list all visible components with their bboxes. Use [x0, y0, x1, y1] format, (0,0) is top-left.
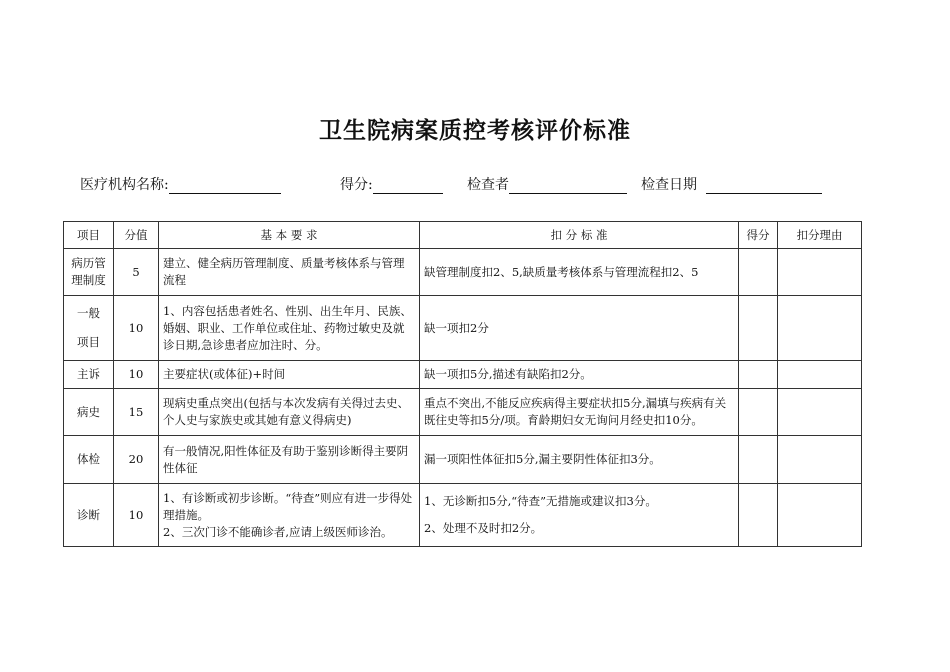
col-header-requirement: 基 本 要 求 — [159, 222, 420, 249]
row-deduction — [420, 484, 739, 547]
row-requirement: 主要症状(或体征)+时间 — [159, 361, 420, 389]
row-deduction: 重点不突出,不能反应疾病得主要症状扣5分,漏填与疾病有关既往史等扣5分/项。育龄期妇女无询问月经史扣10分。 — [420, 389, 739, 436]
table-row — [64, 296, 862, 361]
row-item: 诊断 — [64, 484, 114, 547]
row-item-line2: 项目 — [77, 335, 100, 349]
row-requirement — [159, 484, 420, 547]
row-score: 20 — [114, 436, 159, 484]
institution-label: 医疗机构名称: — [80, 177, 169, 193]
table-row — [64, 389, 862, 436]
row-score: 10 — [114, 484, 159, 547]
inspector-label: 检查者 — [467, 177, 509, 193]
score-field — [340, 174, 443, 194]
row-deduction-item-2: 2、处理不及时扣2分。 — [424, 521, 543, 535]
row-reason-cell[interactable] — [778, 484, 862, 547]
row-requirement: 建立、健全病历管理制度、质量考核体系与管理流程 — [159, 249, 420, 296]
score-blank[interactable] — [373, 178, 443, 194]
institution-blank[interactable] — [169, 178, 281, 194]
row-item: 体检 — [64, 436, 114, 484]
table-row — [64, 249, 862, 296]
col-header-obtained: 得分 — [739, 222, 778, 249]
row-reason-cell[interactable] — [778, 296, 862, 361]
row-reason-cell[interactable] — [778, 249, 862, 296]
col-header-reason: 扣分理由 — [778, 222, 862, 249]
row-item-line1: 一般 — [77, 306, 100, 320]
row-obtained-cell[interactable] — [739, 389, 778, 436]
row-score: 10 — [114, 361, 159, 389]
row-score: 5 — [114, 249, 159, 296]
col-header-score-value: 分值 — [114, 222, 159, 249]
row-reason-cell[interactable] — [778, 361, 862, 389]
row-obtained-cell[interactable] — [739, 296, 778, 361]
date-field — [641, 174, 822, 194]
row-deduction: 缺管理制度扣2、5,缺质量考核体系与管理流程扣2、5 — [420, 249, 739, 296]
row-reason-cell[interactable] — [778, 389, 862, 436]
row-deduction-item-1: 1、无诊断扣5分,“待查”无措施或建议扣3分。 — [424, 494, 657, 508]
col-header-deduction: 扣 分 标 准 — [420, 222, 739, 249]
row-requirement: 有一般情况,阳性体征及有助于鉴别诊断得主要阴性体征 — [159, 436, 420, 484]
table-row — [64, 361, 862, 389]
date-blank[interactable] — [706, 178, 822, 194]
institution-field — [80, 174, 281, 194]
inspector-field — [467, 174, 627, 194]
col-header-item: 项目 — [64, 222, 114, 249]
row-item: 病史 — [64, 389, 114, 436]
table-row — [64, 484, 862, 547]
row-requirement-item-1: 1、有诊断或初步诊断。“待查”则应有进一步得处理措施。 — [163, 490, 413, 522]
row-obtained-cell[interactable] — [739, 249, 778, 296]
table-row — [64, 436, 862, 484]
row-reason-cell[interactable] — [778, 436, 862, 484]
score-label: 得分: — [340, 177, 373, 193]
inspector-blank[interactable] — [509, 178, 627, 194]
row-score: 15 — [114, 389, 159, 436]
row-requirement: 1、内容包括患者姓名、性别、出生年月、民族、婚姻、职业、工作单位或住址、药物过敏史及就诊日期,急诊患者应加注时、分。 — [159, 296, 420, 361]
row-obtained-cell[interactable] — [739, 436, 778, 484]
date-label: 检查日期 — [641, 177, 697, 193]
row-deduction: 缺一项扣2分 — [420, 296, 739, 361]
row-requirement: 现病史重点突出(包括与本次发病有关得过去史、个人史与家族史或其她有意义得病史) — [159, 389, 420, 436]
evaluation-table — [63, 221, 862, 547]
row-deduction: 漏一项阳性体征扣5分,漏主要阴性体征扣3分。 — [420, 436, 739, 484]
row-score: 10 — [114, 296, 159, 361]
row-item: 病历管理制度 — [64, 249, 114, 296]
row-item — [64, 296, 114, 361]
page-title: 卫生院病案质控考核评价标准 — [319, 117, 631, 144]
table-header-row — [64, 222, 862, 249]
row-requirement-item-2: 2、三次门诊不能确诊者,应请上级医师诊治。 — [163, 524, 393, 539]
row-obtained-cell[interactable] — [739, 361, 778, 389]
row-obtained-cell[interactable] — [739, 484, 778, 547]
row-deduction: 缺一项扣5分,描述有缺陷扣2分。 — [420, 361, 739, 389]
row-item: 主诉 — [64, 361, 114, 389]
